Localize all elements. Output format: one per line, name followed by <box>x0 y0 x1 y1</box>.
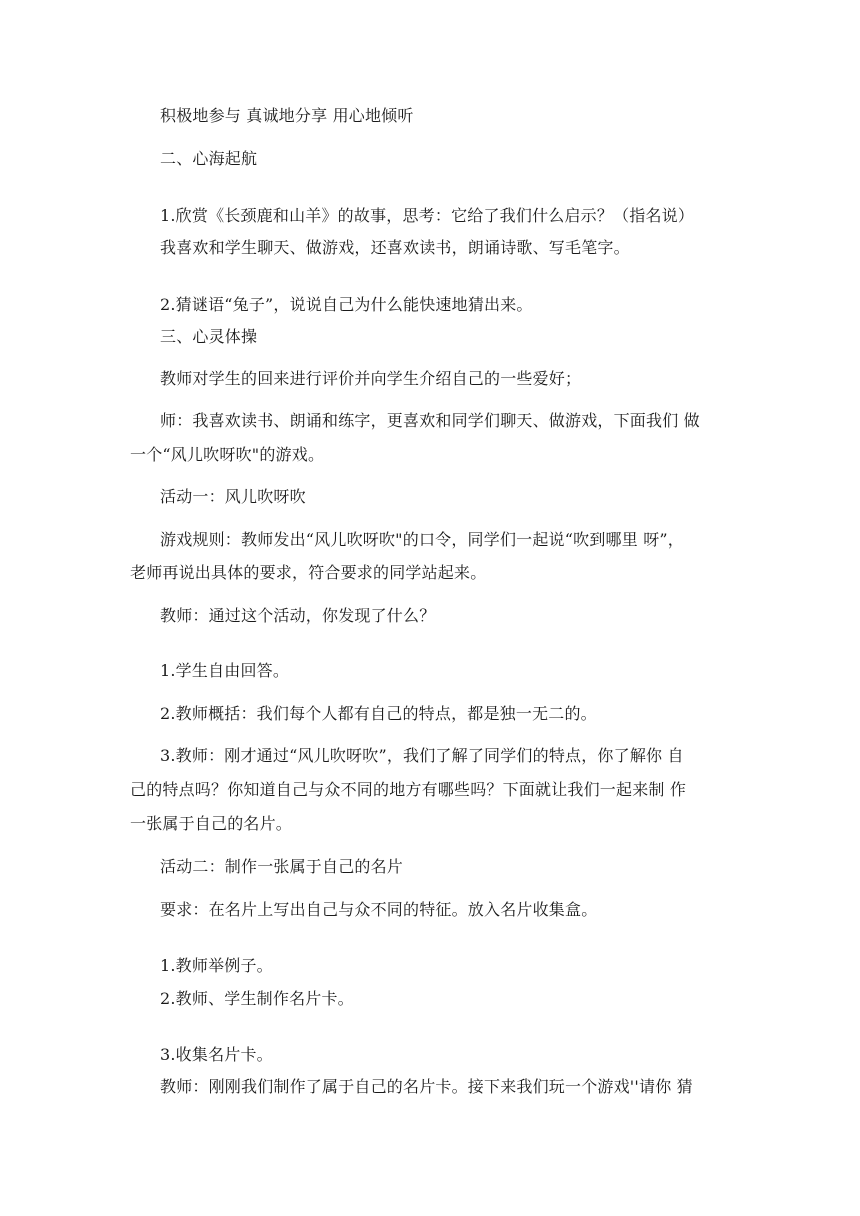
paragraph-line: 教师对学生的回来进行评价并向学生介绍自己的一些爱好； <box>160 369 582 388</box>
list-item: 3.收集名片卡。 <box>160 1045 273 1064</box>
list-item: 3.教师：刚才通过“风儿吹呀吹”，我们了解了同学们的特点，你了解你 自 <box>160 746 684 765</box>
paragraph-line: 师：我喜欢读书、朗诵和练字，更喜欢和同学们聊天、做游戏，下面我们 做 <box>160 411 700 430</box>
list-item: 1.教师举例子。 <box>160 956 273 975</box>
paragraph-line: 一张属于自己的名片。 <box>130 814 293 833</box>
paragraph-line: 教师：通过这个活动，你发现了什么？ <box>160 606 436 625</box>
paragraph-line: 要求：在名片上写出自己与众不同的特征。放入名片收集盒。 <box>160 900 598 919</box>
list-item: 1.学生自由回答。 <box>160 661 290 680</box>
paragraph-line: 己的特点吗？你知道自己与众不同的地方有哪些吗？下面就让我们一起来制 作 <box>130 780 687 799</box>
motto-line: 积极地参与 真诚地分享 用心地倾听 <box>160 106 414 125</box>
activity-heading-1: 活动一：风儿吹呀吹 <box>160 487 306 506</box>
list-item: 2.教师、学生制作名片卡。 <box>160 989 354 1008</box>
paragraph-line: 教师：刚刚我们制作了属于自己的名片卡。接下来我们玩一个游戏''请你 猜 <box>160 1077 693 1096</box>
paragraph-line: 一个“风儿吹呀吹"的游戏。 <box>130 445 325 464</box>
list-item: 2.教师概括：我们每个人都有自己的特点，都是独一无二的。 <box>160 704 597 723</box>
paragraph-line: 2.猜谜语“兔子”，说说自己为什么能快速地猜出来。 <box>160 295 533 314</box>
paragraph-line: 1.欣赏《长颈鹿和山羊》的故事，思考：它给了我们什么启示？（指名说） <box>160 206 695 225</box>
paragraph-line: 游戏规则：教师发出“风儿吹呀吹"的口令，同学们一起说“吹到哪里 呀”， <box>160 530 684 549</box>
section-heading-3: 三、心灵体操 <box>160 327 258 346</box>
paragraph-line: 我喜欢和学生聊天、做游戏，还喜欢读书，朗诵诗歌、写毛笔字。 <box>160 238 630 257</box>
section-heading-2: 二、心海起航 <box>160 149 258 168</box>
paragraph-line: 老师再说出具体的要求，符合要求的同学站起来。 <box>130 563 487 582</box>
activity-heading-2: 活动二：制作一张属于自己的名片 <box>160 857 404 876</box>
